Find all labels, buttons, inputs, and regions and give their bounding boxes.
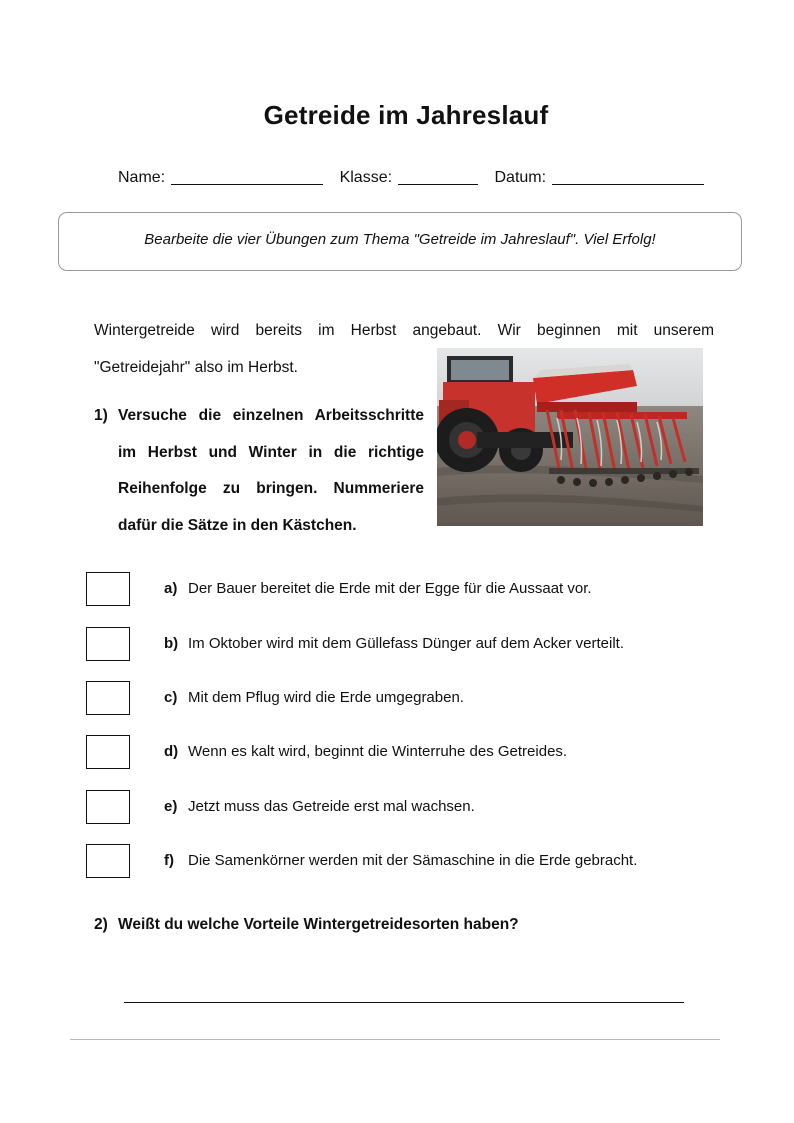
student-info-fields <box>118 168 704 187</box>
list-item <box>86 572 726 608</box>
list-item <box>86 735 726 771</box>
list-item <box>86 627 726 663</box>
step-text: Im Oktober wird mit dem Güllefass Dünger auf dem Acker verteilt. <box>188 635 624 652</box>
task-1-text: Versuche die einzelnen Arbeitsschritte im Herbst und Winter in die richtige Reihenfolge zu bringen. Nummeriere dafür die Sätze in den Kästchen. <box>118 407 424 534</box>
tractor-with-seed-drill-photo <box>437 348 703 526</box>
instruction-text: Bearbeite die vier Übungen zum Thema "Getreide im Jahreslauf". Viel Erfolg! <box>144 231 656 248</box>
step-letter: b) <box>164 635 179 652</box>
name-blank-line[interactable] <box>171 168 323 185</box>
name-label: Name: <box>118 169 166 186</box>
intro-line-2: "Getreidejahr" also im Herbst. <box>94 359 298 376</box>
task-2-question: Weißt du welche Vorteile Wintergetreidesorten haben? <box>118 916 519 933</box>
date-label: Datum: <box>494 169 547 186</box>
instruction-box <box>58 212 742 271</box>
number-box[interactable] <box>86 790 130 824</box>
class-field <box>340 168 478 187</box>
step-letter: a) <box>164 580 178 597</box>
step-text: Mit dem Pflug wird die Erde umgegraben. <box>188 689 464 706</box>
step-letter: e) <box>164 798 178 815</box>
step-letter: f) <box>164 852 174 869</box>
number-box[interactable] <box>86 681 130 715</box>
number-box[interactable] <box>86 844 130 878</box>
list-item <box>86 681 726 717</box>
number-box[interactable] <box>86 627 130 661</box>
number-box[interactable] <box>86 572 130 606</box>
step-text: Jetzt muss das Getreide erst mal wachsen. <box>188 798 475 815</box>
task-1 <box>94 398 424 544</box>
name-field <box>118 168 323 187</box>
step-text: Die Samenkörner werden mit der Sämaschine in die Erde gebracht. <box>188 852 638 869</box>
date-field <box>495 168 705 187</box>
step-letter: c) <box>164 689 178 706</box>
date-blank-line[interactable] <box>552 168 704 185</box>
task-2 <box>94 916 519 934</box>
step-text: Wenn es kalt wird, beginnt die Winterruhe des Getreides. <box>188 743 568 760</box>
task-2-number: 2) <box>94 916 108 933</box>
footer-divider <box>70 1039 720 1040</box>
class-blank-line[interactable] <box>398 168 478 185</box>
intro-line-1: Wintergetreide wird bereits im Herbst angebaut. Wir beginnen mit unserem <box>94 322 714 339</box>
step-letter: d) <box>164 743 179 760</box>
class-label: Klasse: <box>339 169 393 186</box>
step-text: Der Bauer bereitet die Erde mit der Egge für die Aussaat vor. <box>188 580 592 597</box>
answer-line[interactable] <box>124 1002 684 1003</box>
list-item <box>86 790 726 826</box>
task-1-number: 1) <box>94 407 108 424</box>
number-box[interactable] <box>86 735 130 769</box>
page-title: Getreide im Jahreslauf <box>263 100 549 130</box>
list-item <box>86 844 726 880</box>
